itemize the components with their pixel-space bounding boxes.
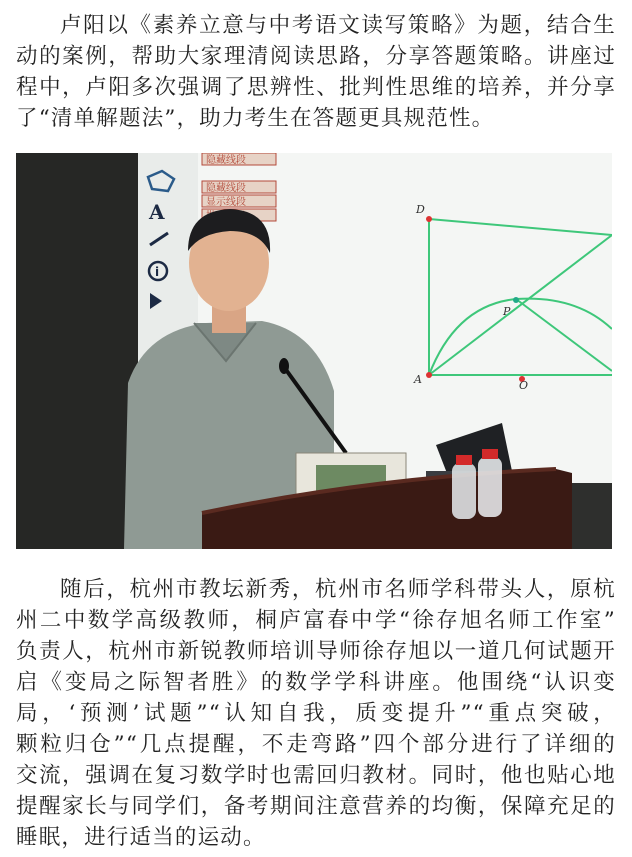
screen-button-label: 显示线段 <box>206 197 246 208</box>
paragraph-1-line: 程中，卢阳多次强调了思辨性、批判性思维的培养，并分享 <box>16 75 616 100</box>
paragraph-2 <box>16 574 616 853</box>
paragraph-1-line: 卢阳以《素养立意与中考语文读写策略》为题，结合生 <box>60 13 616 38</box>
paragraph-2-line: 交流，强调在复习数学时也需回归教材。同时，他也贴心地 <box>16 763 616 788</box>
geometry-label: A <box>414 373 422 386</box>
water-bottle <box>478 457 502 517</box>
lecture-photo-illustration <box>16 153 612 549</box>
text-tool-icon: A <box>149 200 165 224</box>
geometry-label: D <box>416 203 425 216</box>
geometry-label: O <box>519 379 529 392</box>
svg-text:i: i <box>155 265 160 279</box>
lecture-photo <box>16 153 612 549</box>
paragraph-2-line: 局，‘预测’试题”“认知自我，质变提升”“重点突破， <box>16 701 616 726</box>
geometry-label: P <box>503 305 511 318</box>
paragraph-1-line: 了“清单解题法”，助力考生在答题更具规范性。 <box>16 106 495 131</box>
screen-button-label: 隐藏线段 <box>206 155 246 166</box>
paragraph-1 <box>16 10 616 134</box>
paragraph-1-line: 动的案例，帮助大家理清阅读思路，分享答题策略。讲座过 <box>16 44 616 69</box>
paragraph-2-line: 随后，杭州市教坛新秀，杭州市名师学科带头人，原杭 <box>60 577 616 602</box>
paragraph-2-line: 州二中数学高级教师，桐庐富春中学“徐存旭名师工作室” <box>16 608 616 633</box>
paragraph-2-line: 睡眠，进行适当的运动。 <box>16 825 266 850</box>
screen-button-label: 隐藏线段 <box>206 183 246 194</box>
paragraph-2-line: 颗粒归仓”“几点提醒，不走弯路”四个部分进行了详细的 <box>16 732 616 757</box>
water-bottle <box>452 463 476 519</box>
paragraph-2-line: 启《变局之际智者胜》的数学学科讲座。他围绕“认识变 <box>16 670 616 695</box>
paragraph-2-line: 负责人，杭州市新锐教师培训导师徐存旭以一道几何试题开 <box>16 639 616 664</box>
paragraph-2-line: 提醒家长与同学们，备考期间注意营养的均衡，保障充足的 <box>16 794 616 819</box>
